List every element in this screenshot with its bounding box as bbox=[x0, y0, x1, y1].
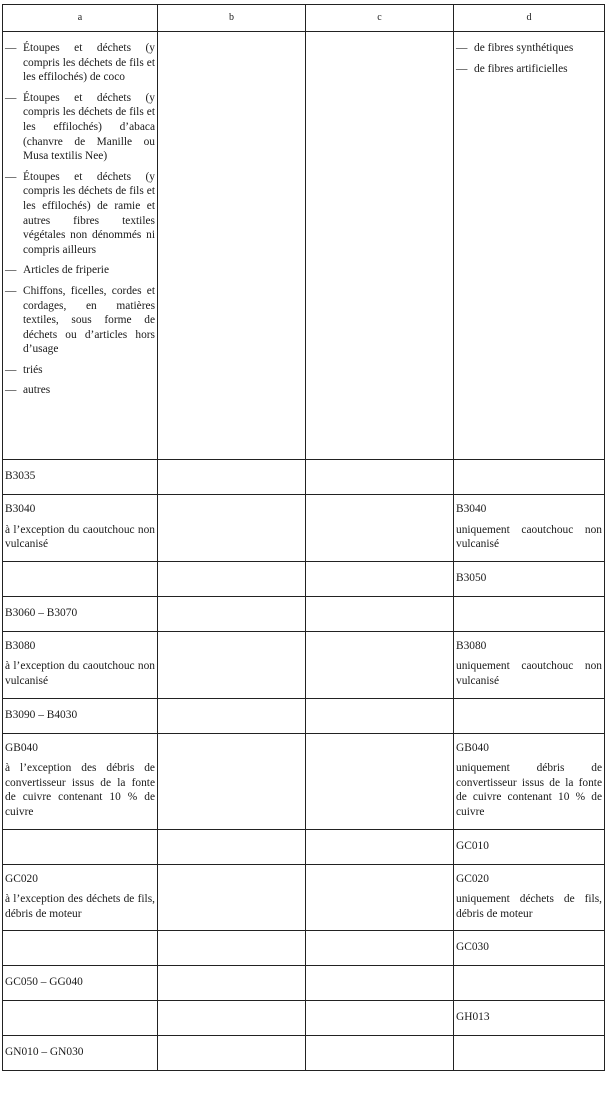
cell-d bbox=[454, 829, 605, 864]
list-item: — Articles de friperie bbox=[5, 263, 155, 278]
waste-note: à l’exception des déchets de fils, débris de moteur bbox=[5, 893, 155, 920]
waste-code: B3035 bbox=[5, 470, 36, 482]
cell-c bbox=[306, 966, 454, 1001]
table-row bbox=[3, 1036, 605, 1071]
cell-d bbox=[454, 733, 605, 829]
document-page bbox=[2, 4, 605, 1071]
waste-code: B3040 bbox=[456, 503, 487, 515]
column-header-c: c bbox=[306, 5, 454, 32]
cell-b bbox=[158, 32, 306, 460]
cell-b bbox=[158, 561, 306, 596]
cell-d bbox=[454, 561, 605, 596]
cell-c bbox=[306, 32, 454, 460]
table-row bbox=[3, 966, 605, 1001]
cell-a bbox=[3, 1036, 158, 1071]
cell-b bbox=[158, 733, 306, 829]
table-row bbox=[3, 561, 605, 596]
waste-code-range: B3090 – B4030 bbox=[5, 708, 78, 721]
list-item: — de fibres artificielles bbox=[456, 62, 602, 77]
waste-code: GH013 bbox=[456, 1011, 490, 1024]
cell-c bbox=[306, 631, 454, 698]
cell-b bbox=[158, 495, 306, 562]
cell-a bbox=[3, 829, 158, 864]
table-header-row bbox=[3, 5, 605, 32]
cell-b bbox=[158, 460, 306, 495]
column-header-d: d bbox=[454, 5, 605, 32]
cell-c bbox=[306, 495, 454, 562]
cell-d bbox=[454, 460, 605, 495]
cell-b bbox=[158, 829, 306, 864]
cell-c bbox=[306, 733, 454, 829]
dash-list bbox=[456, 41, 602, 76]
table-row-textile-wastes bbox=[3, 32, 605, 460]
waste-code: GC030 bbox=[456, 941, 489, 954]
cell-b bbox=[158, 698, 306, 733]
waste-note: à l’exception du caoutchouc non vulcanisé bbox=[5, 523, 155, 551]
cell-a bbox=[3, 698, 158, 733]
cell-c bbox=[306, 864, 454, 931]
cell-b bbox=[158, 966, 306, 1001]
waste-code: B3040 bbox=[5, 503, 36, 515]
list-item: — Étoupes et déchets (y compris les déchets de fils et les effilochés) de ramie et autres fibres textiles végétales non dénommés ni compris ailleurs bbox=[5, 170, 155, 258]
cell-b bbox=[158, 596, 306, 631]
waste-code-range: B3060 – B3070 bbox=[5, 606, 78, 619]
cell-b bbox=[158, 631, 306, 698]
cell-a bbox=[3, 631, 158, 698]
waste-note: à l’exception des débris de convertisseur issus de la fonte de cuivre contenant 10 % de cuivre bbox=[5, 762, 155, 818]
cell-b bbox=[158, 931, 306, 966]
list-item: — de fibres synthétiques bbox=[456, 41, 602, 56]
cell-d bbox=[454, 966, 605, 1001]
table-row bbox=[3, 460, 605, 495]
cell-a bbox=[3, 966, 158, 1001]
cell-d bbox=[454, 631, 605, 698]
cell-c bbox=[306, 596, 454, 631]
list-item: — Étoupes et déchets (y compris les déchets de fils et les effilochés) de coco bbox=[5, 41, 155, 85]
list-item: — Chiffons, ficelles, cordes et cordages, en matières textiles, sous forme de déchets ou d’articles hors d’usage bbox=[5, 284, 155, 357]
cell-a bbox=[3, 495, 158, 562]
cell-d bbox=[454, 698, 605, 733]
table-row bbox=[3, 596, 605, 631]
waste-code: B3050 bbox=[456, 571, 487, 584]
waste-code: B3080 bbox=[5, 639, 36, 652]
cell-d bbox=[454, 931, 605, 966]
list-item: — Étoupes et déchets (y compris les déchets de fils et les effilochés) d’abaca (chanvre de Manille ou Musa textilis Nee) bbox=[5, 91, 155, 164]
cell-a bbox=[3, 1001, 158, 1036]
waste-code: GC020 bbox=[5, 872, 38, 885]
cell-c bbox=[306, 561, 454, 596]
cell-b bbox=[158, 1036, 306, 1071]
table-row bbox=[3, 864, 605, 931]
list-item: — triés bbox=[5, 363, 155, 378]
cell-d bbox=[454, 596, 605, 631]
cell-a bbox=[3, 32, 158, 460]
waste-code: GB040 bbox=[5, 741, 38, 754]
cell-d bbox=[454, 32, 605, 460]
waste-code: GB040 bbox=[456, 741, 489, 754]
cell-b bbox=[158, 1001, 306, 1036]
waste-note: uniquement caoutchouc non vulcanisé bbox=[456, 523, 602, 551]
waste-code: B3080 bbox=[456, 639, 487, 652]
table-row bbox=[3, 829, 605, 864]
waste-code: GC010 bbox=[456, 839, 489, 852]
table-row bbox=[3, 631, 605, 698]
cell-a bbox=[3, 596, 158, 631]
waste-note: uniquement débris de convertisseur issus de la fonte de cuivre contenant 10 % de cuivre bbox=[456, 762, 602, 818]
cell-c bbox=[306, 829, 454, 864]
table-row bbox=[3, 931, 605, 966]
cell-a bbox=[3, 561, 158, 596]
cell-c bbox=[306, 460, 454, 495]
cell-d bbox=[454, 864, 605, 931]
cell-c bbox=[306, 698, 454, 733]
cell-c bbox=[306, 1001, 454, 1036]
list-item: — autres bbox=[5, 383, 155, 398]
cell-c bbox=[306, 931, 454, 966]
table-row bbox=[3, 495, 605, 562]
cell-d bbox=[454, 1036, 605, 1071]
column-header-a: a bbox=[3, 5, 158, 32]
waste-code-table bbox=[2, 4, 605, 1071]
cell-a bbox=[3, 864, 158, 931]
waste-code: GC020 bbox=[456, 872, 489, 885]
waste-code-range: GC050 – GG040 bbox=[5, 976, 83, 989]
cell-a bbox=[3, 733, 158, 829]
cell-a bbox=[3, 460, 158, 495]
cell-a bbox=[3, 931, 158, 966]
table-row bbox=[3, 698, 605, 733]
cell-d bbox=[454, 495, 605, 562]
waste-note: uniquement déchets de fils, débris de moteur bbox=[456, 893, 602, 920]
waste-note: uniquement caoutchouc non vulcanisé bbox=[456, 660, 602, 687]
table-row bbox=[3, 733, 605, 829]
cell-c bbox=[306, 1036, 454, 1071]
dash-list bbox=[5, 41, 155, 398]
column-header-b: b bbox=[158, 5, 306, 32]
cell-b bbox=[158, 864, 306, 931]
table-row bbox=[3, 1001, 605, 1036]
cell-d bbox=[454, 1001, 605, 1036]
waste-note: à l’exception du caoutchouc non vulcanisé bbox=[5, 660, 155, 687]
waste-code-range: GN010 – GN030 bbox=[5, 1046, 84, 1059]
